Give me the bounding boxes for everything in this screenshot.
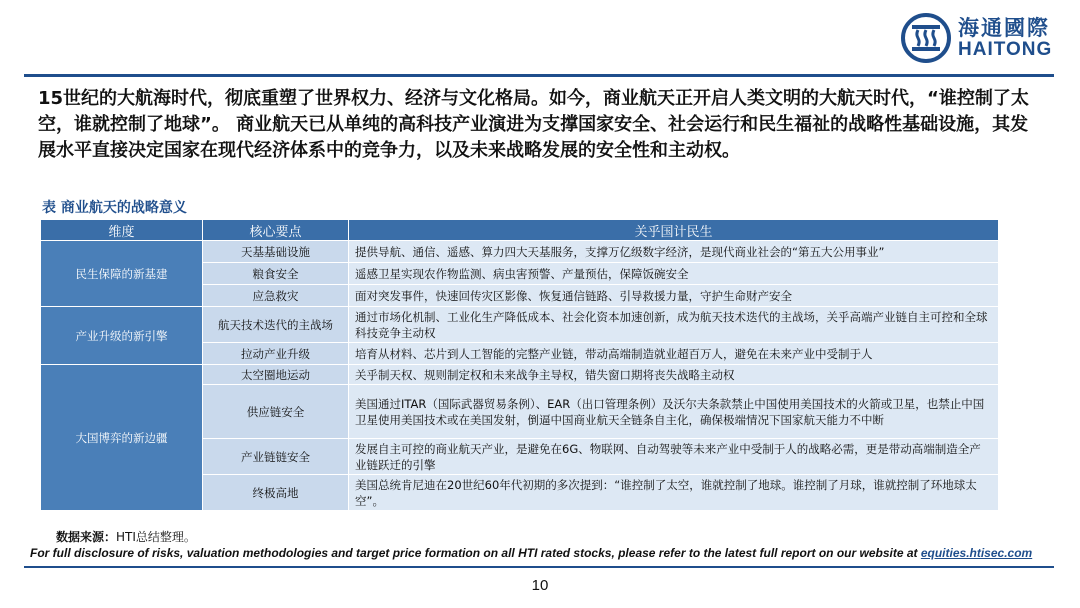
desc-cell: 美国总统肯尼迪在20世纪60年代初期的多次提到：“谁控制了太空，谁就控制了地球。谁控制了月球，谁就控制了环地球太空”。 [349, 475, 999, 511]
disclaimer [30, 546, 1060, 560]
desc-cell: 发展自主可控的商业航天产业，是避免在6G、物联网、自动驾驶等未来产业中受制于人的战略必需，更是带动高端制造全产业链跃迁的引擎 [349, 439, 999, 475]
point-cell: 航天技术迭代的主战场 [203, 307, 349, 343]
disclaimer-text: For full disclosure of risks, valuation methodologies and target price formation on all HTI rated stocks, please refer to the latest full report on our website at [30, 546, 921, 560]
header-divider [24, 74, 1054, 77]
table-row [41, 307, 999, 343]
point-cell: 应急救灾 [203, 285, 349, 307]
dimension-cell: 民生保障的新基建 [41, 241, 203, 307]
table-row [41, 365, 999, 385]
point-cell: 天基基础设施 [203, 241, 349, 263]
footer-divider [24, 566, 1054, 568]
intro-paragraph: 15世纪的大航海时代，彻底重塑了世界权力、经济与文化格局。如今，商业航天正开启人类文明的大航天时代，“谁控制了太空，谁就控制了地球”。 商业航天已从单纯的高科技产业演进为支撑国家安全、社会运行和民生福祉的战略性基础设施，其发展水平直接决定国家在现代经济体系中的竞争力，以及未来战略发展的安全性和主动权。 [38, 88, 1029, 161]
point-cell: 太空圈地运动 [203, 365, 349, 385]
point-cell: 粮食安全 [203, 263, 349, 285]
point-cell: 产业链链安全 [203, 439, 349, 475]
website-link[interactable]: equities.htisec.com [920, 546, 1033, 560]
desc-cell: 美国通过ITAR（国际武器贸易条例）、EAR（出口管理条例）及沃尔夫条款禁止中国使用美国技术的火箭或卫星，也禁止中国卫星使用美国技术或在美国发射，倒逼中国商业航天全链条自主化，确保极端情况下国家航天能力不中断 [349, 385, 999, 439]
header-point: 核心要点 [203, 220, 349, 241]
logo-cn: 海通國際 [958, 16, 1050, 40]
desc-cell: 提供导航、通信、遥感、算力四大天基服务，支撑万亿级数字经济，是现代商业社会的“第五大公用事业” [349, 241, 999, 263]
header-dimension: 维度 [41, 220, 203, 241]
desc-cell: 遥感卫星实现农作物监测、病虫害预警、产量预估，保障饭碗安全 [349, 263, 999, 285]
logo-text [958, 16, 1052, 60]
logo-en: HAITONG [958, 39, 1053, 60]
desc-cell: 培育从材料、芯片到人工智能的完整产业链，带动高端制造就业超百万人，避免在未来产业中受制于人 [349, 343, 999, 365]
source-label: 数据来源： [56, 530, 117, 544]
haitong-emblem-icon [900, 12, 952, 64]
source-text: HTI总结整理。 [116, 530, 196, 544]
page-number: 10 [531, 577, 549, 594]
desc-cell: 关乎制天权、规则制定权和未来战争主导权，错失窗口期将丧失战略主动权 [349, 365, 999, 385]
dimension-cell: 产业升级的新引擎 [41, 307, 203, 365]
haitong-logo [900, 8, 1070, 68]
desc-cell: 面对突发事件，快速回传灾区影像、恢复通信链路、引导救援力量，守护生命财产安全 [349, 285, 999, 307]
desc-cell: 通过市场化机制、工业化生产降低成本、社会化资本加速创新，成为航天技术迭代的主战场，关乎高端产业链自主可控和全球科技竞争主动权 [349, 307, 999, 343]
point-cell: 供应链安全 [203, 385, 349, 439]
table-row [41, 241, 999, 263]
dimension-cell: 大国博弈的新边疆 [41, 365, 203, 511]
source-note [56, 528, 196, 545]
point-cell: 拉动产业升级 [203, 343, 349, 365]
header-desc: 关乎国计民生 [349, 220, 999, 241]
table-title: 表 商业航天的战略意义 [42, 200, 187, 216]
strategy-table [40, 219, 999, 511]
point-cell: 终极高地 [203, 475, 349, 511]
table-header-row [41, 220, 999, 241]
